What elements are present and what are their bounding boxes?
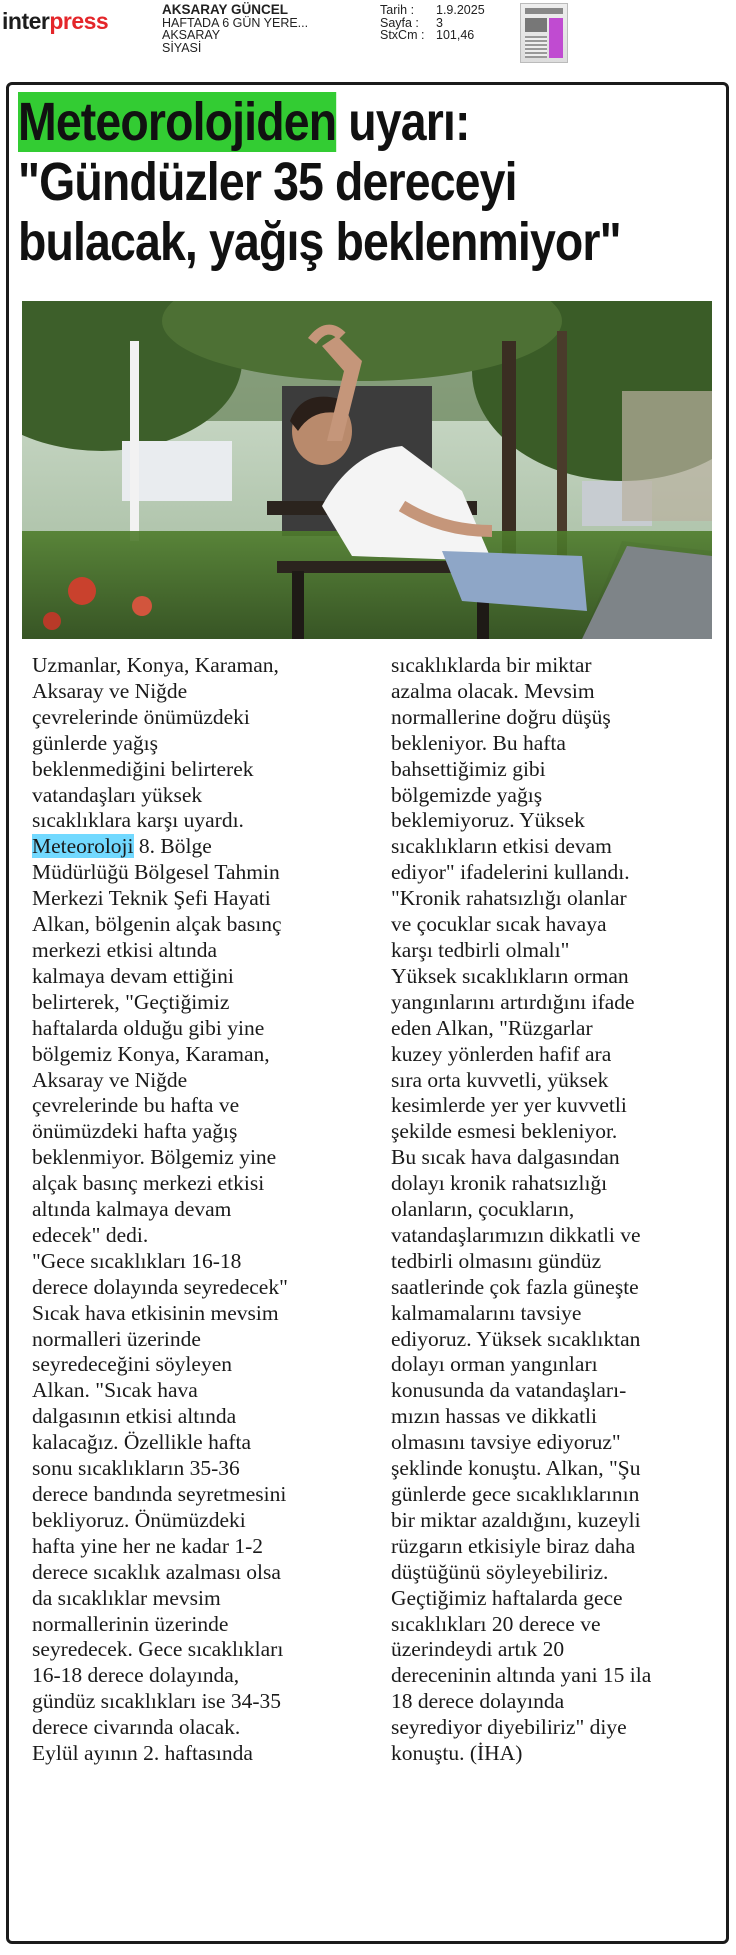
headline-highlight: Meteorolojiden <box>18 92 337 152</box>
stxcm-row <box>380 29 485 42</box>
date-value: 1.9.2025 <box>436 3 485 17</box>
article-column-1 <box>32 653 377 1767</box>
city-label: AKSARAY <box>162 28 221 42</box>
date-label: Tarih : <box>380 3 415 17</box>
clipping-header <box>0 0 736 76</box>
interpress-logo <box>2 8 108 35</box>
headline-line2: "Gündüzler 35 dereceyi <box>18 152 517 212</box>
photo-man-resting-on-bench <box>22 301 712 639</box>
headline-line1: uyarı: <box>336 92 470 152</box>
article-photo <box>22 301 712 639</box>
stxcm-label: StxCm : <box>380 28 425 42</box>
column-1-intro: Uzmanlar, Konya, Karaman, Aksaray ve Niğde çevrelerinde önümüzdeki günlerde yağış beklenmediğini belirterek vatandaşları yüksek sıcaklıklara karşı uyardı. <box>32 653 279 833</box>
category-label: SİYASİ <box>162 40 202 55</box>
logo-text: inter <box>2 8 50 34</box>
column-2-body: sıcaklıklarda bir miktar azalma olacak. Mevsim normallerine doğru düşüş bekleniyor. Bu hafta bahsettiğimiz gibi bölgemizde yağış beklemiyoruz. Yüksek sıcaklıkların etkisi devam ediyor" ifadelerini kullandı. "Kronik rahatsızlığı olanlar ve çocuklar sıcak havaya karşı tedbirli olmalı" Yüksek sıcaklıkların orman yangınlarını artırdığını ifade eden Alkan, "Rüzgarlar kuzey yönlerden hafif ara sıra orta kuvvetli, yüksek kesimlerde yer yer kuvvetli şekilde esmesi bekleniyor. Bu sıcak hava dalgasından dolayı kronik rahatsızlığı olanların, çocukların, vatandaşlarımızın dikkatli ve tedbirli olmasını gündüz saatlerinde çok fazla güneşte kalmamalarını tavsiye ediyoruz. Yüksek sıcaklıktan dolayı orman yangınları konusunda da vatandaşları- mızın hassas ve dikkatli olmasını tavsiye ediyoruz" şeklinde konuştu. Alkan, "Şu günlerde gece sıcaklıklarının bir miktar azaldığını, kuzeyli rüzgarın etkisiyle biraz daha düştüğünü söyleyebiliriz. Geçtiğimiz haftalarda gece sıcaklıkları 20 derece ve üzerindeydi artık 20 dereceninin altında yani 15 ila 18 derece dolayında seyrediyor diyebiliriz" diye konuştu. (İHA) <box>391 653 652 1766</box>
article-headline <box>18 92 624 272</box>
publication-name: AKSARAY GÜNCEL <box>162 2 289 17</box>
page-label: Sayfa : <box>380 15 419 30</box>
headline-line3: bulacak, yağış beklenmiyor" <box>18 212 621 272</box>
page-thumbnail <box>520 3 568 63</box>
page-value: 3 <box>436 15 443 30</box>
stxcm-value: 101,46 <box>436 28 475 42</box>
source-info <box>162 4 362 54</box>
clipping-headline: HAFTADA 6 GÜN YERE... <box>162 15 309 30</box>
column-1-body: 8. Bölge Müdürlüğü Bölgesel Tahmin Merkezi Teknik Şefi Hayati Alkan, bölgenin alçak basınç merkezi etkisi altında kalmaya devam ettiğini belirterek, "Geçtiğimiz haftalarda olduğu gibi yine bölgemiz Konya, Karaman, Aksaray ve Niğde çevrelerinde bu hafta ve önümüzdeki hafta yağış beklenmiyor. Bölgemiz yine alçak basınç merkezi etkisi altında kalmaya devam edecek" dedi. "Gece sıcaklıkları 16-18 derece dolayında seyredecek" Sıcak hava etkisinin mevsim normalleri üzerinde seyredeceğini söyleyen Alkan. "Sıcak hava dalgasının etkisi altında kalacağız. Özellikle hafta sonu sıcaklıkların 35-36 derece bandında seyretmesini bekliyoruz. Önümüzdeki hafta yine her ne kadar 1-2 derece sıcaklık azalması olsa da sıcaklıklar mevsim normallerinin üzerinde seyredecek. Gece sıcaklıkları 16-18 derece dolayında, gündüz sıcaklıkları ise 34-35 derece civarında olacak. Eylül ayının 2. haftasında <box>32 834 288 1766</box>
article-column-2 <box>391 653 731 1767</box>
keyword-highlight: Meteoroloji <box>32 834 134 859</box>
logo-accent-text: press <box>49 8 109 34</box>
clipping-details <box>380 4 485 42</box>
date-row <box>380 4 485 17</box>
